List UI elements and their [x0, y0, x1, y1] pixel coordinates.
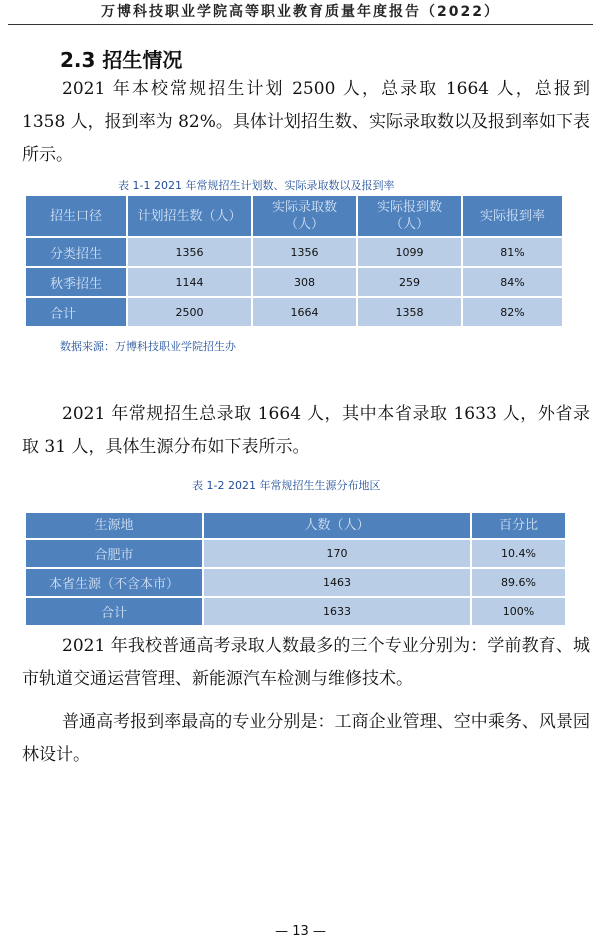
table-header-row	[26, 196, 562, 236]
paragraph-source-summary: 2021 年常规招生总录取 1664 人，其中本省录取 1633 人，外省录取 31 人，具体生源分布如下表所示。	[22, 404, 590, 457]
table-header-row	[26, 513, 565, 538]
table-row	[26, 268, 562, 296]
table-row	[26, 598, 565, 625]
table-cell: 89.6%	[472, 569, 565, 596]
table1-caption: 表 1-1 2021 年常规招生计划数、实际录取数以及报到率	[118, 179, 395, 192]
table-row	[26, 540, 565, 567]
column-header: 招生口径	[26, 196, 126, 236]
column-header: 实际录取数（人）	[253, 196, 356, 236]
paragraph-enrollment-summary: 2021 年本校常规招生计划 2500 人，总录取 1664 人，总报到 1358 人，报到率为 82%。具体计划招生数、实际录取数以及报到率如下表所示。	[22, 79, 590, 165]
table-cell: 308	[253, 268, 356, 296]
table-cell: 1356	[128, 238, 251, 266]
table-cell: 1463	[204, 569, 470, 596]
column-header: 计划招生数（人）	[128, 196, 251, 236]
table-cell: 259	[358, 268, 461, 296]
table-row	[26, 298, 562, 326]
data-source-note: 数据来源：万博科技职业学院招生办	[60, 340, 236, 353]
row-label: 合肥市	[26, 540, 202, 567]
section-title: 2.3 招生情况	[60, 48, 183, 72]
table-cell: 2500	[128, 298, 251, 326]
table-cell: 100%	[472, 598, 565, 625]
row-label: 合计	[26, 298, 126, 326]
table-cell: 170	[204, 540, 470, 567]
column-header: 百分比	[472, 513, 565, 538]
source-region-table	[24, 511, 567, 627]
table-cell: 81%	[463, 238, 562, 266]
row-label: 本省生源（不含本市）	[26, 569, 202, 596]
report-header: 万博科技职业学院高等职业教育质量年度报告（2022）	[8, 0, 593, 25]
column-header: 生源地	[26, 513, 202, 538]
table-cell: 82%	[463, 298, 562, 326]
row-label: 分类招生	[26, 238, 126, 266]
table-cell: 1356	[253, 238, 356, 266]
paragraph-top-majors: 2021 年我校普通高考录取人数最多的三个专业分别为：学前教育、城市轨道交通运营管理、新能源汽车检测与维修技术。	[22, 636, 590, 689]
enrollment-table	[24, 194, 564, 328]
column-header: 实际报到率	[463, 196, 562, 236]
column-header: 人数（人）	[204, 513, 470, 538]
table-cell: 10.4%	[472, 540, 565, 567]
row-label: 秋季招生	[26, 268, 126, 296]
table-cell: 1358	[358, 298, 461, 326]
column-header: 实际报到数（人）	[358, 196, 461, 236]
table-cell: 1099	[358, 238, 461, 266]
row-label: 合计	[26, 598, 202, 625]
table-cell: 1144	[128, 268, 251, 296]
paragraph-top-report-rate-majors: 普通高考报到率最高的专业分别是：工商企业管理、空中乘务、风景园林设计。	[22, 712, 590, 765]
table-row	[26, 238, 562, 266]
table-cell: 84%	[463, 268, 562, 296]
page-number: — 13 —	[275, 924, 326, 939]
table2-caption: 表 1-2 2021 年常规招生生源分布地区	[192, 479, 381, 492]
table-cell: 1664	[253, 298, 356, 326]
table-row	[26, 569, 565, 596]
table-cell: 1633	[204, 598, 470, 625]
